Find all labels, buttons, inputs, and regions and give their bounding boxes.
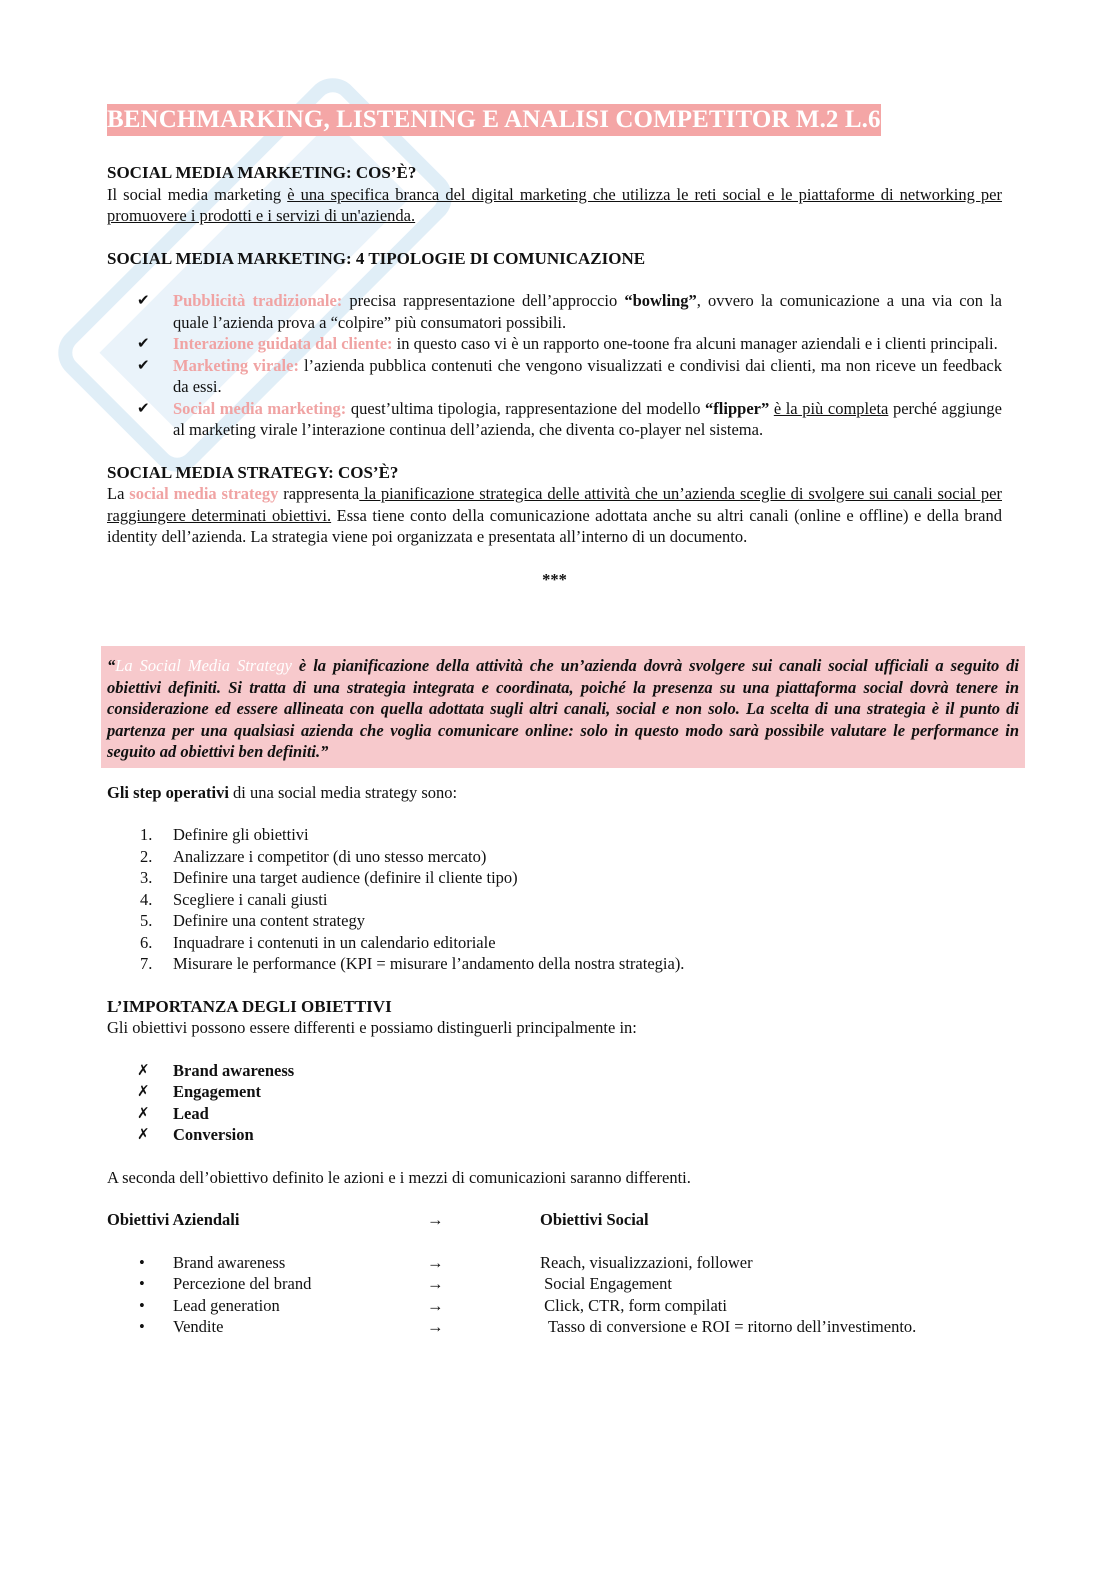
heading-sms-cos-e: SOCIAL MEDIA STRATEGY: COS’È? <box>107 462 399 482</box>
arrow-icon: → <box>427 1210 444 1229</box>
heading-importanza-obiettivi: L’IMPORTANZA DEGLI OBIETTIVI <box>107 996 392 1016</box>
document-title: BENCHMARKING, LISTENING E ANALISI COMPETITOR M.2 L.6 <box>107 104 881 136</box>
check-icon: ✔ <box>137 398 150 417</box>
list-item: 1. Definire gli obiettivi <box>140 825 309 844</box>
list-item: ✗ Brand awareness <box>137 1060 295 1080</box>
bullet-icon: • <box>139 1317 145 1336</box>
arrow-icon: → <box>427 1274 444 1293</box>
bullet-icon: • <box>139 1295 145 1315</box>
cross-icon: ✗ <box>137 1125 150 1143</box>
list-item: 2. Analizzare i competitor (di uno stesso mercato) <box>140 846 487 866</box>
table-row: • Lead generation → Click, CTR, form compilati <box>139 1295 727 1315</box>
steps-list <box>107 824 1002 975</box>
objectives-after: A seconda dell’obiettivo definito le azioni e i mezzi di comunicazioni saranno differenti. <box>107 1167 691 1187</box>
bullet-icon: • <box>139 1274 145 1293</box>
list-item: ✔ Pubblicità tradizionale: precisa rappresentazione dell’approccio “bowling”, ovvero la comunicazione a una via con la quale l’azienda prova a “colpire” più consumatori possibili. <box>137 291 1002 332</box>
list-item: ✔ Social media marketing: quest’ultima tipologia, rappresentazione del modello “flipper” è la più completa perché aggiunge al marketing virale l’interazione continua dell’azienda, che diventa co-player nel sistema. <box>137 398 1002 439</box>
steps-intro: Gli step operativi di una social media strategy sono: <box>107 782 458 802</box>
heading-4-tipologie: SOCIAL MEDIA MARKETING: 4 TIPOLOGIE DI COMUNICAZIONE <box>107 248 646 268</box>
arrow-icon: → <box>427 1252 444 1272</box>
arrow-icon: → <box>427 1295 444 1315</box>
check-icon: ✔ <box>137 334 150 352</box>
check-icon: ✔ <box>137 291 150 309</box>
paragraph-sms-definition: La social media strategy rappresenta la pianificazione strategica delle attività che un’azienda sceglie di svolgere sui canali social per raggiungere determinati obiettivi. Essa tiene conto della comunicazione adottata anche su altri canali (online e offline) e della brand identity dell’azienda. La strategia viene poi organizzata e presentata all’interno di un documento. <box>107 484 1002 546</box>
bullet-icon: • <box>139 1252 145 1272</box>
list-item: 6. Inquadrare i contenuti in un calendario editoriale <box>140 932 496 952</box>
separator-stars: *** <box>542 569 567 589</box>
list-item: ✗ Engagement <box>137 1082 261 1101</box>
table-row: • Brand awareness → Reach, visualizzazioni, follower <box>139 1252 753 1272</box>
paragraph-smm-definition: Il social media marketing è una specifica branca del digital marketing che utilizza le reti social e le piattaforme di networking per promuovere i prodotti e i servizi di un'azienda. <box>107 184 1003 225</box>
cross-icon: ✗ <box>137 1103 150 1122</box>
list-item: ✗ Lead <box>137 1103 209 1123</box>
tipologie-list <box>107 290 1002 441</box>
list-item: 7. Misurare le performance (KPI = misurare l’andamento della nostra strategia). <box>140 954 685 973</box>
list-item: 3. Definire una target audience (definire il cliente tipo) <box>140 868 518 887</box>
cross-icon: ✗ <box>137 1082 150 1100</box>
mapping-header: Obiettivi Aziendali → Obiettivi Social <box>107 1210 649 1229</box>
objectives-list <box>107 1060 1002 1146</box>
table-row: • Percezione del brand → Social Engagement <box>139 1274 672 1293</box>
list-item: ✗ Conversion <box>137 1125 254 1144</box>
list-item: 4. Scegliere i canali giusti <box>140 889 328 909</box>
quote-box: “La Social Media Strategy è la pianificazione della attività che un’azienda dovrà svolgere sui canali social ufficiali a seguito di obiettivi definiti. Si tratta di una strategia integrata e coordinata, poiché la presenza su una piattaforma social dovrà tenere in considerazione ed essere allineata con quella adottata sugli altri canali, social e non solo. La scelta di una strategia è il punto di partenza per una qualsiasi azienda che voglia comunicare online: solo in questo modo sarà possibile valutare le performance in seguito ad obiettivi ben definiti.” <box>101 646 1025 768</box>
objectives-intro: Gli obiettivi possono essere differenti e possiamo distinguerli principalmente in: <box>107 1018 637 1037</box>
check-icon: ✔ <box>137 355 150 374</box>
arrow-icon: → <box>427 1317 444 1336</box>
cross-icon: ✗ <box>137 1060 150 1079</box>
list-item: ✔ Interazione guidata dal cliente: in questo caso vi è un rapporto one-toone fra alcuni manager aziendali e i clienti principali. <box>137 334 998 353</box>
heading-smm-cos-e: SOCIAL MEDIA MARKETING: COS’È? <box>107 163 417 182</box>
list-item: ✔ Marketing virale: l’azienda pubblica contenuti che vengono visualizzati e condivisi dai clienti, ma non riceve un feedback da essi. <box>137 355 1002 396</box>
list-item: 5. Definire una content strategy <box>140 911 365 930</box>
table-row: • Vendite → Tasso di conversione e ROI = ritorno dell’investimento. <box>139 1317 917 1336</box>
mapping-table <box>107 1252 1002 1338</box>
